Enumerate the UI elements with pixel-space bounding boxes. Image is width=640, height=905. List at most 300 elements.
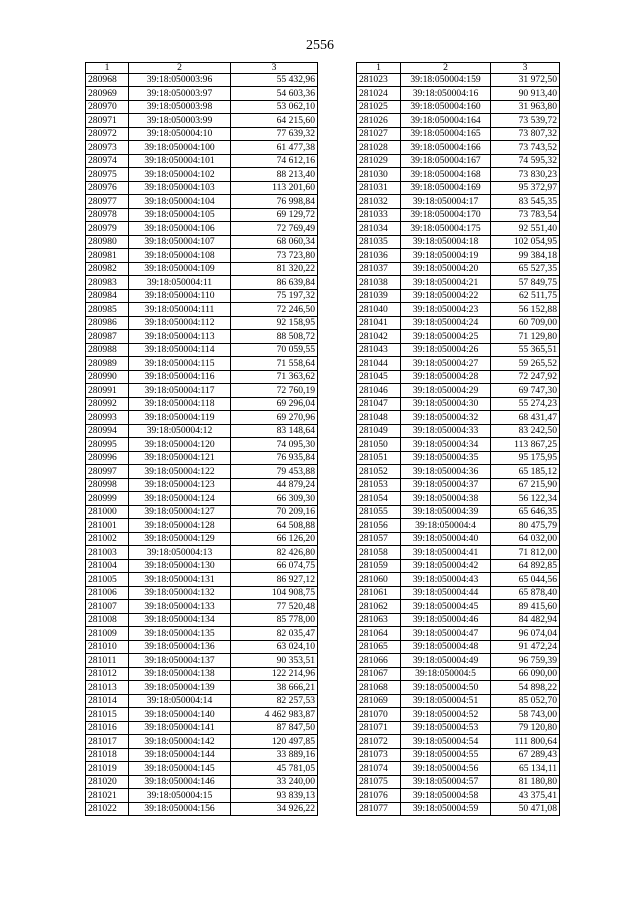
row-id-cell: 281002: [86, 532, 129, 546]
value-cell: 64 508,88: [231, 519, 318, 533]
table-row: [86, 330, 318, 344]
table-row: [86, 600, 318, 614]
table-row: [86, 127, 318, 141]
row-id-cell: 281071: [357, 721, 401, 735]
value-cell: 58 743,00: [491, 708, 560, 722]
value-cell: 72 247,92: [491, 370, 560, 384]
value-cell: 73 539,72: [491, 114, 560, 128]
row-id-cell: 281048: [357, 411, 401, 425]
row-id-cell: 281035: [357, 235, 401, 249]
value-cell: 62 511,75: [491, 289, 560, 303]
table-row: [86, 276, 318, 290]
row-id-cell: 281034: [357, 222, 401, 236]
row-id-cell: 281058: [357, 546, 401, 560]
cadastral-number-cell: 39:18:050004:130: [129, 559, 231, 573]
cadastral-number-cell: 39:18:050004:48: [401, 640, 491, 654]
row-id-cell: 281050: [357, 438, 401, 452]
table-row: [357, 762, 560, 776]
cadastral-number-cell: 39:18:050004:20: [401, 262, 491, 276]
value-cell: 95 175,95: [491, 451, 560, 465]
table-row: [357, 640, 560, 654]
table-row: [86, 114, 318, 128]
cadastral-number-cell: 39:18:050004:32: [401, 411, 491, 425]
row-id-cell: 281076: [357, 789, 401, 803]
table-row: [357, 411, 560, 425]
table-row: [86, 357, 318, 371]
table-row: [86, 438, 318, 452]
table-row: [357, 276, 560, 290]
page-number: 2556: [306, 38, 334, 53]
value-cell: 82 257,53: [231, 694, 318, 708]
cadastral-number-cell: 39:18:050004:170: [401, 208, 491, 222]
cadastral-number-cell: 39:18:050004:52: [401, 708, 491, 722]
value-cell: 4 462 983,87: [231, 708, 318, 722]
value-cell: 45 781,05: [231, 762, 318, 776]
cadastral-number-cell: 39:18:050004:168: [401, 168, 491, 182]
table-row: [357, 316, 560, 330]
table-row: [357, 195, 560, 209]
value-cell: 34 926,22: [231, 802, 318, 816]
column-header-2: 2: [401, 63, 491, 74]
table-row: [86, 775, 318, 789]
row-id-cell: 281042: [357, 330, 401, 344]
row-id-cell: 280981: [86, 249, 129, 263]
table-row: [357, 789, 560, 803]
cadastral-number-cell: 39:18:050004:117: [129, 384, 231, 398]
cadastral-number-cell: 39:18:050004:121: [129, 451, 231, 465]
cadastral-number-cell: 39:18:050004:15: [129, 789, 231, 803]
row-id-cell: 281063: [357, 613, 401, 627]
table-row: [86, 694, 318, 708]
table-row: [86, 303, 318, 317]
value-cell: 63 024,10: [231, 640, 318, 654]
row-id-cell: 281040: [357, 303, 401, 317]
value-cell: 120 497,85: [231, 735, 318, 749]
cadastral-number-cell: 39:18:050004:51: [401, 694, 491, 708]
table-row: [86, 208, 318, 222]
column-header-3: 3: [231, 63, 318, 74]
table-row: [86, 451, 318, 465]
value-cell: 73 783,54: [491, 208, 560, 222]
row-id-cell: 281056: [357, 519, 401, 533]
table-row: [357, 600, 560, 614]
table-row: [86, 492, 318, 506]
table-row: [86, 181, 318, 195]
value-cell: 67 289,43: [491, 748, 560, 762]
column-header-3: 3: [491, 63, 560, 74]
row-id-cell: 281062: [357, 600, 401, 614]
value-cell: 65 878,40: [491, 586, 560, 600]
table-row: [357, 546, 560, 560]
cadastral-number-cell: 39:18:050004:43: [401, 573, 491, 587]
cadastral-number-cell: 39:18:050003:98: [129, 100, 231, 114]
table-row: [357, 559, 560, 573]
value-cell: 111 800,64: [491, 735, 560, 749]
cadastral-number-cell: 39:18:050004:137: [129, 654, 231, 668]
cadastral-number-cell: 39:18:050004:134: [129, 613, 231, 627]
cadastral-number-cell: 39:18:050004:114: [129, 343, 231, 357]
value-cell: 75 197,32: [231, 289, 318, 303]
cadastral-number-cell: 39:18:050004:118: [129, 397, 231, 411]
cadastral-number-cell: 39:18:050004:57: [401, 775, 491, 789]
cadastral-number-cell: 39:18:050004:30: [401, 397, 491, 411]
cadastral-number-cell: 39:18:050004:139: [129, 681, 231, 695]
value-cell: 83 242,50: [491, 424, 560, 438]
cadastral-number-cell: 39:18:050004:112: [129, 316, 231, 330]
table-row: [357, 532, 560, 546]
row-id-cell: 281025: [357, 100, 401, 114]
row-id-cell: 280972: [86, 127, 129, 141]
value-cell: 55 274,23: [491, 397, 560, 411]
table-row: [357, 775, 560, 789]
table-row: [86, 424, 318, 438]
table-row: [357, 262, 560, 276]
value-cell: 33 240,00: [231, 775, 318, 789]
cadastral-number-cell: 39:18:050004:42: [401, 559, 491, 573]
table-row: [86, 397, 318, 411]
row-id-cell: 281026: [357, 114, 401, 128]
table-row: [357, 735, 560, 749]
value-cell: 68 431,47: [491, 411, 560, 425]
value-cell: 92 551,40: [491, 222, 560, 236]
cadastral-number-cell: 39:18:050004:123: [129, 478, 231, 492]
table-row: [86, 762, 318, 776]
table-row: [357, 573, 560, 587]
value-cell: 76 935,84: [231, 451, 318, 465]
row-id-cell: 281019: [86, 762, 129, 776]
row-id-cell: 281043: [357, 343, 401, 357]
row-id-cell: 280974: [86, 154, 129, 168]
value-cell: 55 365,51: [491, 343, 560, 357]
row-id-cell: 281024: [357, 87, 401, 101]
table-row: [86, 168, 318, 182]
table-row: [86, 708, 318, 722]
table-row: [86, 73, 318, 87]
table-body-right: [357, 73, 560, 816]
row-id-cell: 281027: [357, 127, 401, 141]
value-cell: 85 778,00: [231, 613, 318, 627]
value-cell: 79 120,80: [491, 721, 560, 735]
table-row: [357, 667, 560, 681]
cadastral-number-cell: 39:18:050004:124: [129, 492, 231, 506]
cadastral-number-cell: 39:18:050004:169: [401, 181, 491, 195]
table-row: [357, 303, 560, 317]
value-cell: 91 472,24: [491, 640, 560, 654]
row-id-cell: 281068: [357, 681, 401, 695]
value-cell: 70 059,55: [231, 343, 318, 357]
cadastral-number-cell: 39:18:050003:99: [129, 114, 231, 128]
value-cell: 70 209,16: [231, 505, 318, 519]
table-row: [86, 735, 318, 749]
table-row: [357, 397, 560, 411]
cadastral-number-cell: 39:18:050004:46: [401, 613, 491, 627]
cadastral-number-cell: 39:18:050004:135: [129, 627, 231, 641]
cadastral-number-cell: 39:18:050004:127: [129, 505, 231, 519]
cadastral-number-cell: 39:18:050004:105: [129, 208, 231, 222]
table-row: [86, 87, 318, 101]
value-cell: 72 760,19: [231, 384, 318, 398]
cadastral-number-cell: 39:18:050004:160: [401, 100, 491, 114]
table-row: [357, 249, 560, 263]
cadastral-number-cell: 39:18:050004:35: [401, 451, 491, 465]
cadastral-number-cell: 39:18:050004:131: [129, 573, 231, 587]
value-cell: 113 201,60: [231, 181, 318, 195]
table-row: [86, 573, 318, 587]
row-id-cell: 281032: [357, 195, 401, 209]
cadastral-number-cell: 39:18:050004:28: [401, 370, 491, 384]
value-cell: 96 759,39: [491, 654, 560, 668]
table-row: [86, 478, 318, 492]
cadastral-number-cell: 39:18:050004:140: [129, 708, 231, 722]
cadastral-number-cell: 39:18:050004:116: [129, 370, 231, 384]
value-cell: 122 214,96: [231, 667, 318, 681]
row-id-cell: 281016: [86, 721, 129, 735]
row-id-cell: 280997: [86, 465, 129, 479]
row-id-cell: 281004: [86, 559, 129, 573]
table-row: [357, 708, 560, 722]
cadastral-number-cell: 39:18:050004:17: [401, 195, 491, 209]
row-id-cell: 281003: [86, 546, 129, 560]
value-cell: 85 052,70: [491, 694, 560, 708]
value-cell: 83 148,64: [231, 424, 318, 438]
cadastral-number-cell: 39:18:050004:58: [401, 789, 491, 803]
value-cell: 74 595,32: [491, 154, 560, 168]
value-cell: 66 309,30: [231, 492, 318, 506]
table-row: [86, 586, 318, 600]
value-cell: 57 849,75: [491, 276, 560, 290]
value-cell: 43 375,41: [491, 789, 560, 803]
cadastral-number-cell: 39:18:050004:144: [129, 748, 231, 762]
cadastral-number-cell: 39:18:050004:133: [129, 600, 231, 614]
value-cell: 66 126,20: [231, 532, 318, 546]
row-id-cell: 281021: [86, 789, 129, 803]
row-id-cell: 280994: [86, 424, 129, 438]
value-cell: 69 270,96: [231, 411, 318, 425]
row-id-cell: 280991: [86, 384, 129, 398]
value-cell: 77 520,48: [231, 600, 318, 614]
table-row: [357, 451, 560, 465]
row-id-cell: 281052: [357, 465, 401, 479]
column-header-2: 2: [129, 63, 231, 74]
table-row: [357, 222, 560, 236]
cadastral-number-cell: 39:18:050004:24: [401, 316, 491, 330]
table-row: [86, 559, 318, 573]
table-row: [357, 343, 560, 357]
value-cell: 44 879,24: [231, 478, 318, 492]
row-id-cell: 281020: [86, 775, 129, 789]
value-cell: 69 296,04: [231, 397, 318, 411]
cadastral-number-cell: 39:18:050004:50: [401, 681, 491, 695]
row-id-cell: 281059: [357, 559, 401, 573]
value-cell: 74 612,16: [231, 154, 318, 168]
value-cell: 90 913,40: [491, 87, 560, 101]
value-cell: 79 453,88: [231, 465, 318, 479]
row-id-cell: 280995: [86, 438, 129, 452]
cadastral-number-cell: 39:18:050004:167: [401, 154, 491, 168]
value-cell: 64 892,85: [491, 559, 560, 573]
value-cell: 71 129,80: [491, 330, 560, 344]
registry-table-left: [85, 62, 318, 816]
cadastral-number-cell: 39:18:050004:21: [401, 276, 491, 290]
value-cell: 67 215,90: [491, 478, 560, 492]
value-cell: 88 213,40: [231, 168, 318, 182]
table-row: [86, 667, 318, 681]
value-cell: 84 482,94: [491, 613, 560, 627]
value-cell: 80 475,79: [491, 519, 560, 533]
value-cell: 56 122,34: [491, 492, 560, 506]
value-cell: 65 134,11: [491, 762, 560, 776]
value-cell: 73 807,32: [491, 127, 560, 141]
cadastral-number-cell: 39:18:050004:108: [129, 249, 231, 263]
value-cell: 72 769,49: [231, 222, 318, 236]
table-row: [86, 316, 318, 330]
value-cell: 95 372,97: [491, 181, 560, 195]
row-id-cell: 280983: [86, 276, 129, 290]
table-row: [357, 519, 560, 533]
cadastral-number-cell: 39:18:050004:110: [129, 289, 231, 303]
cadastral-number-cell: 39:18:050004:18: [401, 235, 491, 249]
row-id-cell: 281060: [357, 573, 401, 587]
cadastral-number-cell: 39:18:050004:26: [401, 343, 491, 357]
table-row: [357, 748, 560, 762]
cadastral-number-cell: 39:18:050004:106: [129, 222, 231, 236]
row-id-cell: 281022: [86, 802, 129, 816]
row-id-cell: 281047: [357, 397, 401, 411]
cadastral-number-cell: 39:18:050004:136: [129, 640, 231, 654]
table-row: [86, 532, 318, 546]
row-id-cell: 280990: [86, 370, 129, 384]
row-id-cell: 281054: [357, 492, 401, 506]
cadastral-number-cell: 39:18:050004:23: [401, 303, 491, 317]
table-row: [86, 195, 318, 209]
table-row: [357, 613, 560, 627]
value-cell: 65 646,35: [491, 505, 560, 519]
row-id-cell: 281011: [86, 654, 129, 668]
table-row: [86, 465, 318, 479]
table-row: [86, 343, 318, 357]
value-cell: 66 090,00: [491, 667, 560, 681]
row-id-cell: 280973: [86, 141, 129, 155]
value-cell: 64 032,00: [491, 532, 560, 546]
cadastral-number-cell: 39:18:050004:38: [401, 492, 491, 506]
table-row: [86, 789, 318, 803]
row-id-cell: 280986: [86, 316, 129, 330]
value-cell: 65 044,56: [491, 573, 560, 587]
row-id-cell: 281064: [357, 627, 401, 641]
row-id-cell: 281038: [357, 276, 401, 290]
value-cell: 113 867,25: [491, 438, 560, 452]
value-cell: 31 963,80: [491, 100, 560, 114]
table-row: [357, 465, 560, 479]
row-id-cell: 281001: [86, 519, 129, 533]
cadastral-number-cell: 39:18:050004:56: [401, 762, 491, 776]
value-cell: 60 709,00: [491, 316, 560, 330]
value-cell: 90 353,51: [231, 654, 318, 668]
cadastral-number-cell: 39:18:050004:11: [129, 276, 231, 290]
table-row: [357, 424, 560, 438]
value-cell: 65 185,12: [491, 465, 560, 479]
row-id-cell: 281017: [86, 735, 129, 749]
cadastral-number-cell: 39:18:050004:33: [401, 424, 491, 438]
table-row: [86, 235, 318, 249]
table-row: [357, 384, 560, 398]
row-id-cell: 281010: [86, 640, 129, 654]
table-row: [86, 519, 318, 533]
value-cell: 50 471,08: [491, 802, 560, 816]
value-cell: 87 847,50: [231, 721, 318, 735]
row-id-cell: 281069: [357, 694, 401, 708]
value-cell: 68 060,34: [231, 235, 318, 249]
row-id-cell: 281077: [357, 802, 401, 816]
table-row: [357, 586, 560, 600]
value-cell: 89 415,60: [491, 600, 560, 614]
cadastral-number-cell: 39:18:050003:97: [129, 87, 231, 101]
table-row: [357, 235, 560, 249]
table-row: [357, 208, 560, 222]
cadastral-number-cell: 39:18:050004:120: [129, 438, 231, 452]
row-id-cell: 280996: [86, 451, 129, 465]
table-row: [357, 141, 560, 155]
row-id-cell: 280999: [86, 492, 129, 506]
value-cell: 96 074,04: [491, 627, 560, 641]
row-id-cell: 281023: [357, 73, 401, 87]
cadastral-number-cell: 39:18:050004:41: [401, 546, 491, 560]
cadastral-number-cell: 39:18:050004:102: [129, 168, 231, 182]
value-cell: 82 426,80: [231, 546, 318, 560]
cadastral-number-cell: 39:18:050004:44: [401, 586, 491, 600]
value-cell: 31 972,50: [491, 73, 560, 87]
row-id-cell: 281051: [357, 451, 401, 465]
table-row: [86, 546, 318, 560]
table-row: [357, 681, 560, 695]
table-row: [86, 654, 318, 668]
cadastral-number-cell: 39:18:050004:107: [129, 235, 231, 249]
row-id-cell: 280993: [86, 411, 129, 425]
cadastral-number-cell: 39:18:050004:39: [401, 505, 491, 519]
cadastral-number-cell: 39:18:050004:103: [129, 181, 231, 195]
value-cell: 86 927,12: [231, 573, 318, 587]
value-cell: 93 839,13: [231, 789, 318, 803]
cadastral-number-cell: 39:18:050004:19: [401, 249, 491, 263]
cadastral-number-cell: 39:18:050004:109: [129, 262, 231, 276]
table-row: [357, 627, 560, 641]
value-cell: 55 432,96: [231, 73, 318, 87]
cadastral-number-cell: 39:18:050004:142: [129, 735, 231, 749]
table-row: [357, 694, 560, 708]
cadastral-number-cell: 39:18:050004:100: [129, 141, 231, 155]
value-cell: 82 035,47: [231, 627, 318, 641]
row-id-cell: 281033: [357, 208, 401, 222]
table-row: [357, 114, 560, 128]
row-id-cell: 280988: [86, 343, 129, 357]
cadastral-number-cell: 39:18:050004:54: [401, 735, 491, 749]
table-row: [357, 357, 560, 371]
table-row: [357, 492, 560, 506]
table-row: [86, 411, 318, 425]
row-id-cell: 280979: [86, 222, 129, 236]
table-row: [86, 262, 318, 276]
value-cell: 56 152,88: [491, 303, 560, 317]
cadastral-number-cell: 39:18:050004:59: [401, 802, 491, 816]
value-cell: 73 743,52: [491, 141, 560, 155]
column-header-1: 1: [357, 63, 401, 74]
cadastral-number-cell: 39:18:050004:113: [129, 330, 231, 344]
cadastral-number-cell: 39:18:050004:40: [401, 532, 491, 546]
row-id-cell: 281014: [86, 694, 129, 708]
row-id-cell: 281030: [357, 168, 401, 182]
row-id-cell: 280987: [86, 330, 129, 344]
cadastral-number-cell: 39:18:050003:96: [129, 73, 231, 87]
